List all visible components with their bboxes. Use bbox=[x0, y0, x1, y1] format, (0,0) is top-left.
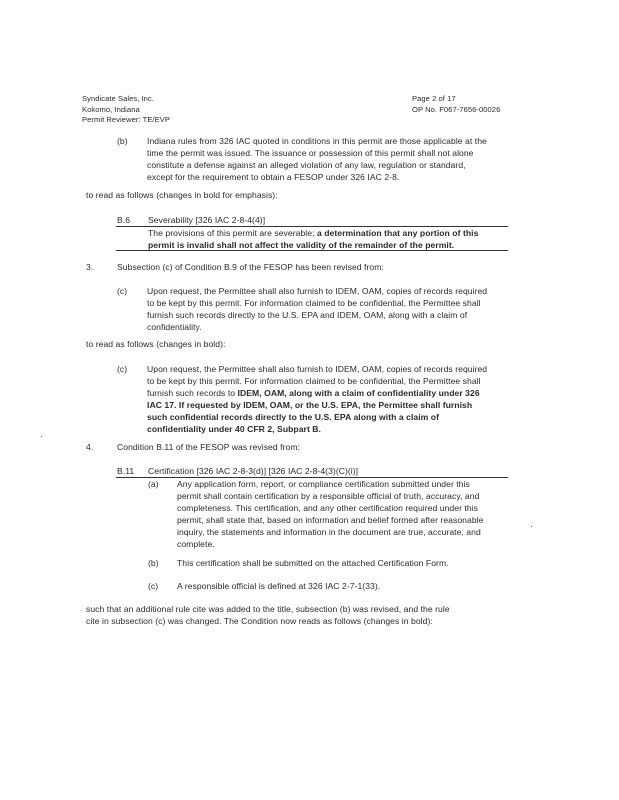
item4-text: Condition B.11 of the FESOP was revised from: bbox=[117, 442, 300, 452]
item3-number: 3. bbox=[86, 262, 94, 272]
b11-title: Certification [326 IAC 2-8-3(d)] [326 IAC 2-8-4(3)(C)(i)] bbox=[148, 466, 359, 476]
b11-a-line: permit shall contain certification by a responsible official of truth, accuracy, and bbox=[177, 491, 480, 501]
c2-line-bold: such confidential records directly to the U.S. EPA along with a claim of bbox=[147, 412, 440, 422]
intro-read-as-follows: to read as follows (changes in bold for emphasis): bbox=[86, 190, 278, 200]
c2-text bbox=[147, 363, 487, 435]
closing-line: such that an additional rule cite was added to the title, subsection (b) was revised, and the rule bbox=[86, 604, 450, 614]
c1-marker: (c) bbox=[117, 286, 128, 296]
c2-line-bold: IAC 17. If requested by IDEM, OAM, or the U.S. EPA, the Permittee shall furnish bbox=[147, 400, 473, 410]
c1-line: Upon request, the Permittee shall also furnish to IDEM, OAM, copies of records required bbox=[147, 286, 488, 296]
item-b-line: time the permit was issued. The issuance or possession of this permit shall not alone bbox=[147, 148, 474, 158]
intro-changes-bold: to read as follows (changes in bold): bbox=[86, 339, 226, 349]
c2-line: to be kept by this permit. For information claimed to be confidential, the Permittee shall bbox=[147, 376, 481, 386]
b11-c-text: A responsible official is defined at 326 IAC 2-7-1(33). bbox=[177, 581, 381, 591]
c2-line-bold: IDEM, OAM, along with a claim of confidentiality under 326 bbox=[237, 388, 480, 398]
header-right bbox=[412, 94, 500, 115]
b6-bold-text-2: permit is invalid shall not affect the validity of the remainder of the permit. bbox=[148, 240, 455, 250]
c1-line: furnish such records directly to the U.S. EPA and IDEM, OAM, along with a claim of bbox=[147, 310, 468, 320]
header-page: Page 2 of 17 bbox=[412, 94, 456, 103]
header-permit-no: OP No. F067-7656-00026 bbox=[412, 104, 501, 114]
scan-speck bbox=[531, 526, 532, 527]
header-reviewer: Permit Reviewer: TE/EVP bbox=[82, 115, 170, 124]
b6-body bbox=[148, 227, 478, 251]
b11-a-line: complete. bbox=[177, 539, 215, 549]
c2-line-bold: confidentiality under 40 CFR 2, Subpart B. bbox=[147, 424, 321, 434]
item3-text: Subsection (c) of Condition B.9 of the FESOP has been revised from: bbox=[117, 262, 384, 272]
c1-line: confidentiality. bbox=[147, 322, 202, 332]
c2-line-normal: furnish such records to bbox=[147, 388, 238, 398]
b6-bottom-rule bbox=[116, 250, 508, 251]
c1-text bbox=[147, 285, 487, 333]
item4-number: 4. bbox=[86, 442, 94, 452]
header-company: Syndicate Sales, Inc. bbox=[82, 94, 154, 103]
c2-line: Upon request, the Permittee shall also furnish to IDEM, OAM, copies of records required bbox=[147, 364, 488, 374]
closing-line: cite in subsection (c) was changed. The Condition now reads as follows (changes in bold): bbox=[86, 616, 433, 626]
item-b-line: Indiana rules from 326 IAC quoted in conditions in this permit are those applicable at the bbox=[147, 136, 487, 146]
b11-a-text bbox=[177, 478, 483, 550]
b11-a-marker: (a) bbox=[148, 479, 159, 489]
scan-speck bbox=[41, 436, 42, 437]
b11-a-line: Any application form, report, or compliance certification submitted under this bbox=[177, 479, 470, 489]
b11-c-marker: (c) bbox=[148, 581, 159, 591]
b6-bold-text: a determination that any portion of this bbox=[314, 228, 479, 238]
item-b-line: constitute a defense against an alleged violation of any law, regulation or standard, bbox=[147, 160, 466, 170]
closing-paragraph bbox=[86, 603, 450, 627]
b6-normal-text: The provisions of this permit are severable; bbox=[148, 228, 315, 238]
header-location: Kokomo, Indiana bbox=[82, 104, 140, 114]
b6-number: B.6 bbox=[117, 215, 131, 225]
c1-line: to be kept by this permit. For information claimed to be confidential, the Permittee shall bbox=[147, 298, 481, 308]
b11-a-line: permit, shall state that, based on information and belief formed after reasonable bbox=[177, 515, 484, 525]
c2-marker: (c) bbox=[117, 364, 128, 374]
b11-b-marker: (b) bbox=[148, 558, 159, 568]
item-b-marker: (b) bbox=[117, 136, 128, 146]
b11-a-line: completeness. This certification, and any other certification required under this bbox=[177, 503, 479, 513]
b11-number: B.11 bbox=[117, 466, 135, 476]
item-b-line: except for the requirement to obtain a FESOP under 326 IAC 2-8. bbox=[147, 172, 400, 182]
b6-title: Severability [326 IAC 2-8-4(4)] bbox=[148, 215, 266, 225]
b11-a-line: inquiry, the statements and information in the document are true, accurate, and bbox=[177, 527, 481, 537]
header-left bbox=[82, 94, 170, 126]
item-b-text bbox=[147, 135, 487, 183]
b11-b-text: This certification shall be submitted on the attached Certification Form. bbox=[177, 558, 449, 568]
